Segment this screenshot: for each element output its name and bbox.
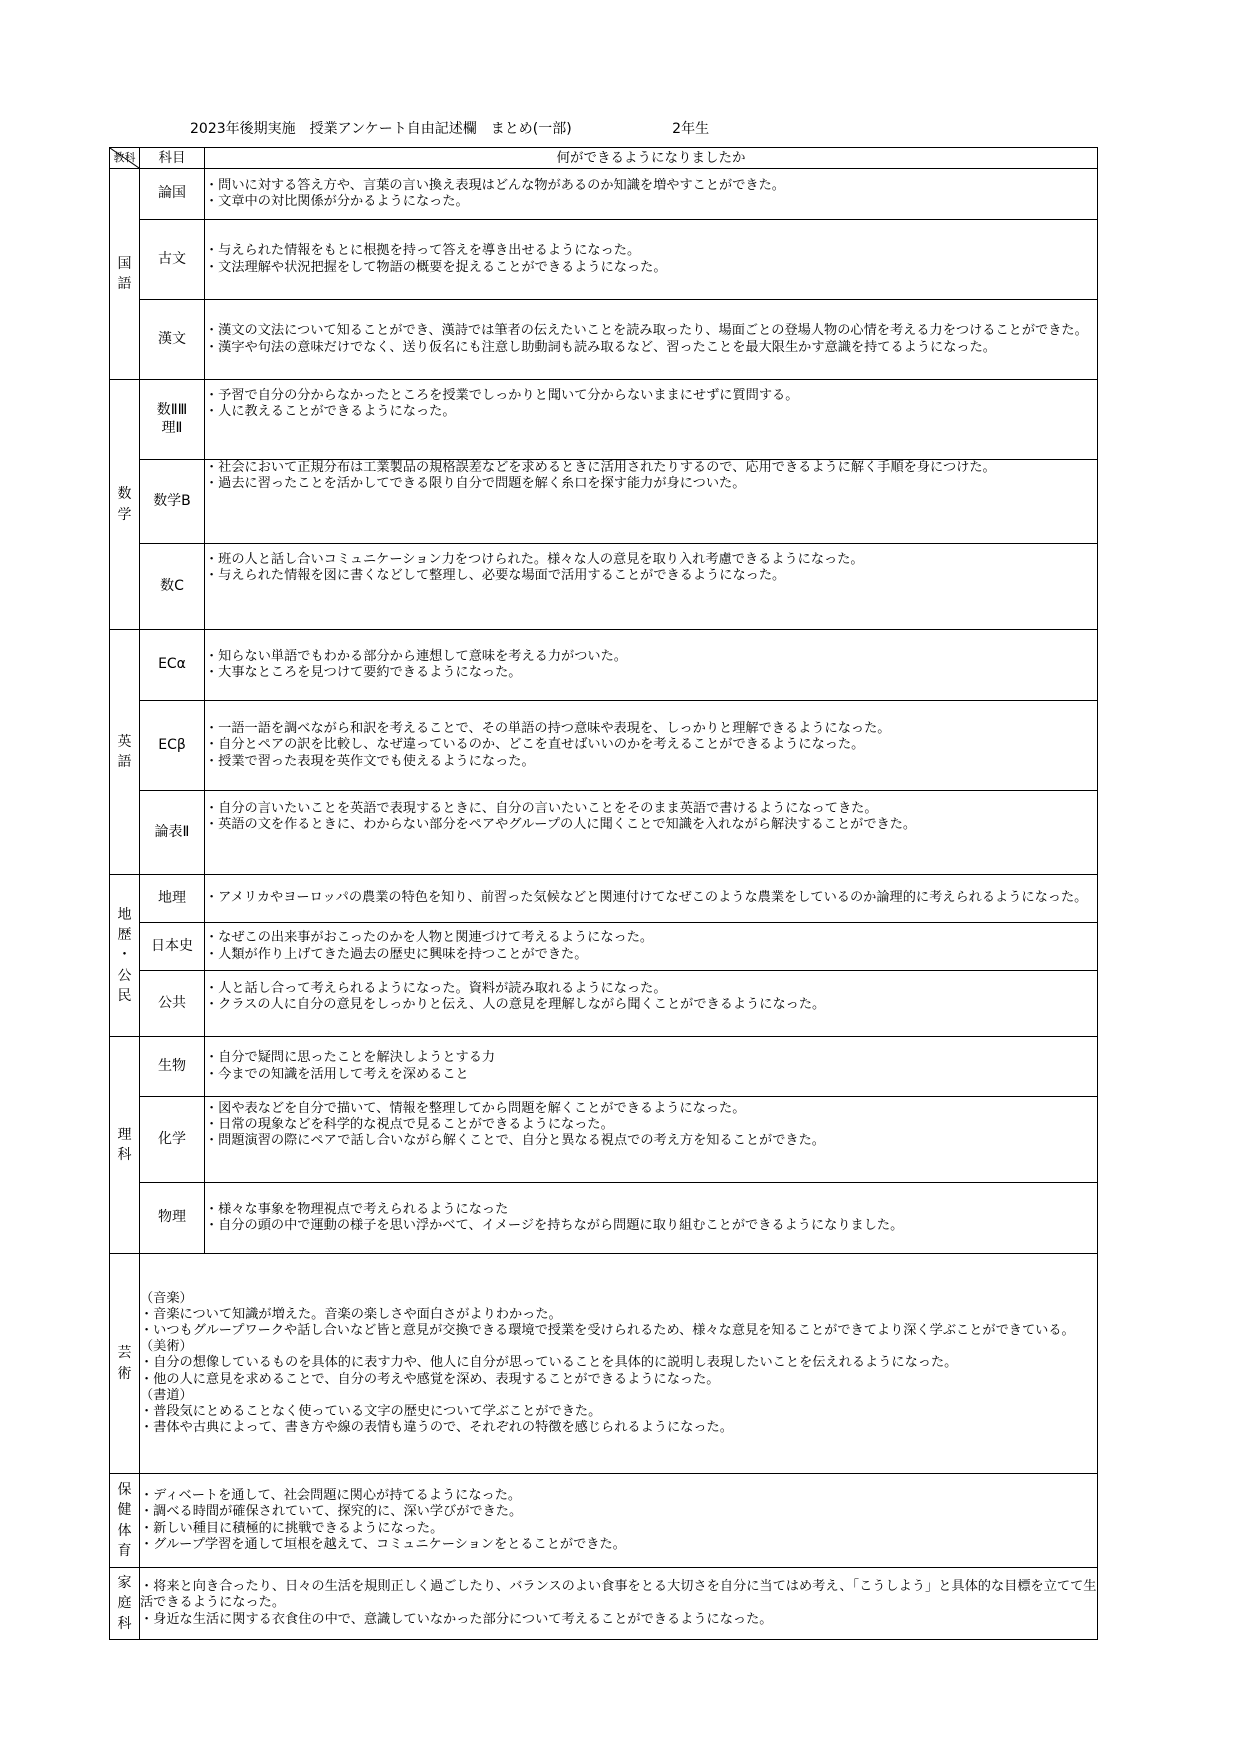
- content-cell: [140, 1568, 1098, 1640]
- table-row: [110, 300, 1098, 380]
- table-row: [110, 1037, 1098, 1097]
- document-title: 2023年後期実施 授業アンケート自由記述欄 まとめ(一部): [190, 121, 572, 137]
- content-line: ・与えられた情報をもとに根拠を持って答えを導き出せるようになった。: [205, 243, 641, 259]
- content-cell: [205, 1097, 1098, 1183]
- content-line: ・社会において正規分布は工業製品の規格誤差などを求めるときに活用されたりするので、応用できるように解く手順を身につけた。: [205, 460, 996, 475]
- content-cell: [205, 460, 1098, 544]
- content-line: ・音楽について知識が増えた。音楽の楽しさや面白さがよりわかった。: [140, 1307, 562, 1323]
- content-line: ・班の人と話し合いコミュニケーション力をつけられた。様々な人の意見を取り入れ考慮できるようになった。: [205, 552, 864, 567]
- subject-cell: ECα: [140, 630, 205, 701]
- table-row: [110, 380, 1098, 460]
- subject-cell: 数C: [140, 544, 205, 630]
- content-cell: [205, 1183, 1098, 1254]
- grade-label: 2年生: [672, 121, 710, 137]
- content-line: ・将来と向き合ったり、日々の生活を規則正しく過ごしたり、バランスのよい食事をとる大切さを自分に当てはめ考え、「こうしよう」と具体的な目標を立てて生活できるようになった。: [140, 1579, 1097, 1611]
- content-cell: [205, 701, 1098, 791]
- subject-cell: 論表Ⅱ: [140, 791, 205, 875]
- subject-cell: 公共: [140, 971, 205, 1037]
- content-line: ・クラスの人に自分の意見をしっかりと伝え、人の意見を理解しながら聞くことができるようになった。: [205, 997, 826, 1013]
- subject-cell: 日本史: [140, 923, 205, 971]
- content-line: ・文章中の対比関係が分かるようになった。: [205, 194, 469, 209]
- content-line: ・自分の頭の中で運動の様子を思い浮かべて、イメージを持ちながら問題に取り組むことができるようになりました。: [205, 1218, 904, 1233]
- table-row: [110, 630, 1098, 701]
- category-label: 芸術: [117, 1345, 132, 1382]
- category-label: 保健体育: [117, 1481, 132, 1559]
- content-cell: [205, 1037, 1098, 1097]
- category-cell: [110, 875, 140, 1037]
- content-cell: [140, 1474, 1098, 1568]
- content-line: ・文法理解や状況把握をして物語の概要を捉えることができるようになった。: [205, 259, 667, 275]
- content-line: ・書体や古典によって、書き方や線の表情も違うので、それぞれの特徴を感じられるようになった。: [140, 1419, 733, 1435]
- subject-cell: 論国: [140, 169, 205, 220]
- content-line: ・大事なところを見つけて要約できるようになった。: [205, 665, 522, 680]
- category-label: 数学: [117, 486, 132, 523]
- content-line: ・与えられた情報を図に書くなどして整理し、必要な場面で活用することができるようになった。: [205, 568, 786, 584]
- content-line: ・自分の想像しているものを具体的に表す力や、他人に自分が思っていることを具体的に説明し表現したいことを伝えれるようになった。: [140, 1355, 958, 1371]
- content-cell: [205, 875, 1098, 923]
- content-line: ・漢文の文法について知ることができ、漢詩では筆者の伝えたいことを読み取ったり、場面ごとの登場人物の心情を考える力をつけることができた。: [205, 323, 1088, 339]
- content-line: ・英語の文を作るときに、わからない部分をペアやグループの人に聞くことで知識を入れながら解決することができた。: [205, 817, 917, 833]
- subject-cell: [140, 380, 205, 460]
- content-line: ・問いに対する答え方や、言葉の言い換え表現はどんな物があるのか知識を増やすことができた。: [205, 177, 785, 193]
- subject-cell: 生物: [140, 1037, 205, 1097]
- subject-cell: ECβ: [140, 701, 205, 791]
- content-line: ・図や表などを自分で描いて、情報を整理してから問題を解くことができるようになった。: [205, 1101, 746, 1116]
- category-label: 家庭科: [117, 1575, 132, 1632]
- content-cell: [205, 791, 1098, 875]
- document-header: [190, 118, 709, 138]
- subject-cell: 物理: [140, 1183, 205, 1254]
- category-cell: [110, 169, 140, 380]
- category-cell: [110, 1474, 140, 1568]
- table-header-row: [110, 148, 1098, 169]
- content-cell: [205, 220, 1098, 300]
- content-cell: [205, 300, 1098, 380]
- table-row: [110, 1097, 1098, 1183]
- table-row: [110, 1183, 1098, 1254]
- content-line: ・普段気にとめることなく使っている文字の歴史について学ぶことができた。: [140, 1403, 602, 1419]
- content-line: ・身近な生活に関する衣食住の中で、意識していなかった部分について考えることができるようになった。: [140, 1611, 773, 1627]
- content-line: ・グループ学習を通して垣根を越えて、コミュニケーションをとることができた。: [140, 1536, 626, 1552]
- category-cell: [110, 1254, 140, 1474]
- content-line: ・いつもグループワークや話し合いなど皆と意見が交換できる環境で授業を受けられるため、様々な意見を知ることができてより深く学ぶことができている。: [140, 1323, 1075, 1339]
- header-category-label: 教科: [113, 151, 136, 165]
- survey-table: [109, 147, 1098, 1640]
- content-line: ・アメリカやヨーロッパの農業の特色を知り、前習った気候などと関連付けてなぜこのような農業をしているのか論理的に考えられるようになった。: [205, 890, 1088, 906]
- content-cell: [140, 1254, 1098, 1474]
- content-line: （美術）: [140, 1339, 193, 1355]
- content-line: ・なぜこの出来事がおこったのかを人物と関連づけて考えるようになった。: [205, 930, 654, 946]
- content-cell: [205, 169, 1098, 220]
- header-subject: 科目: [140, 148, 205, 169]
- table-row: [110, 701, 1098, 791]
- content-line: ・日常の現象などを科学的な視点で見ることができるようになった。: [205, 1117, 614, 1133]
- category-label: 国語: [117, 255, 132, 292]
- content-line: ・授業で習った表現を英作文でも使えるようになった。: [205, 753, 535, 769]
- subject-cell: 古文: [140, 220, 205, 300]
- table-row: [110, 220, 1098, 300]
- table-row: [110, 791, 1098, 875]
- content-line: ・人に教えることができるようになった。: [205, 404, 456, 420]
- category-label: 地歴 ・ 公民: [117, 906, 132, 1004]
- subject-line: 数ⅡⅢ: [156, 402, 188, 419]
- content-line: ・過去に習ったことを活かしてできる限り自分で問題を解く糸口を探す能力が身についた。: [205, 476, 746, 492]
- table-row: [110, 1568, 1098, 1640]
- content-line: ・漢字や句法の意味だけでなく、送り仮名にも注意し助動詞も読み取るなど、習ったことを最大限生かす意識を持てるようになった。: [205, 339, 996, 355]
- subject-cell: 地理: [140, 875, 205, 923]
- content-cell: [205, 971, 1098, 1037]
- table-row: [110, 169, 1098, 220]
- content-cell: [205, 544, 1098, 630]
- table-row: [110, 875, 1098, 923]
- subject-cell: 化学: [140, 1097, 205, 1183]
- content-cell: [205, 630, 1098, 701]
- content-cell: [205, 380, 1098, 460]
- category-label: 英語: [117, 733, 132, 770]
- subject-cell: 漢文: [140, 300, 205, 380]
- content-cell: [205, 923, 1098, 971]
- content-line: ・予習で自分の分からなかったところを授業でしっかりと聞いて分からないままにせずに質問する。: [205, 388, 799, 403]
- content-line: ・一語一語を調べながら和訳を考えることで、その単語の持つ意味や表現を、しっかりと理解できるようになった。: [205, 721, 891, 737]
- subject-line: 理Ⅱ: [161, 419, 183, 436]
- category-cell: [110, 1568, 140, 1640]
- category-cell: [110, 1037, 140, 1254]
- content-line: ・調べる時間が確保されていて、探究的に、深い学びができた。: [140, 1504, 523, 1520]
- content-line: ・今までの知識を活用して考えを深めること: [205, 1066, 469, 1082]
- category-cell: [110, 630, 140, 875]
- content-line: ・自分で疑問に思ったことを解決しようとする力: [205, 1050, 496, 1066]
- content-line: ・ディベートを通して、社会問題に関心が持てるようになった。: [140, 1488, 522, 1504]
- table-row: [110, 1474, 1098, 1568]
- content-line: ・人と話し合って考えられるようになった。資料が読み取れるようになった。: [205, 981, 667, 996]
- content-line: ・他の人に意見を求めることで、自分の考えや感覚を深め、表現することができるようになった。: [140, 1371, 720, 1387]
- content-line: ・新しい種目に積極的に挑戦できるようになった。: [140, 1520, 444, 1536]
- header-category: [110, 148, 140, 169]
- content-line: ・知らない単語でもわかる部分から連想して意味を考える力がついた。: [205, 648, 627, 664]
- table-row: [110, 923, 1098, 971]
- table-row: [110, 1254, 1098, 1474]
- content-line: （音楽）: [140, 1291, 193, 1307]
- content-line: ・様々な事象を物理視点で考えられるようになった: [205, 1201, 509, 1217]
- table-row: [110, 544, 1098, 630]
- table-row: [110, 971, 1098, 1037]
- content-line: ・自分の言いたいことを英語で表現するときに、自分の言いたいことをそのまま英語で書けるようになってきた。: [205, 801, 878, 816]
- subject-cell: 数学B: [140, 460, 205, 544]
- content-line: （書道）: [140, 1387, 193, 1403]
- content-line: ・問題演習の際にペアで話し合いながら解くことで、自分と異なる視点での考え方を知ることができた。: [205, 1133, 825, 1149]
- content-line: ・人類が作り上げてきた過去の歴史に興味を持つことができた。: [205, 946, 588, 962]
- category-label: 理科: [117, 1126, 132, 1163]
- category-cell: [110, 380, 140, 630]
- content-line: ・自分とペアの訳を比較し、なぜ違っているのか、どこを直せばいいのかを考えることができるようになった。: [205, 737, 865, 753]
- header-content: 何ができるようになりましたか: [205, 148, 1098, 169]
- table-row: [110, 460, 1098, 544]
